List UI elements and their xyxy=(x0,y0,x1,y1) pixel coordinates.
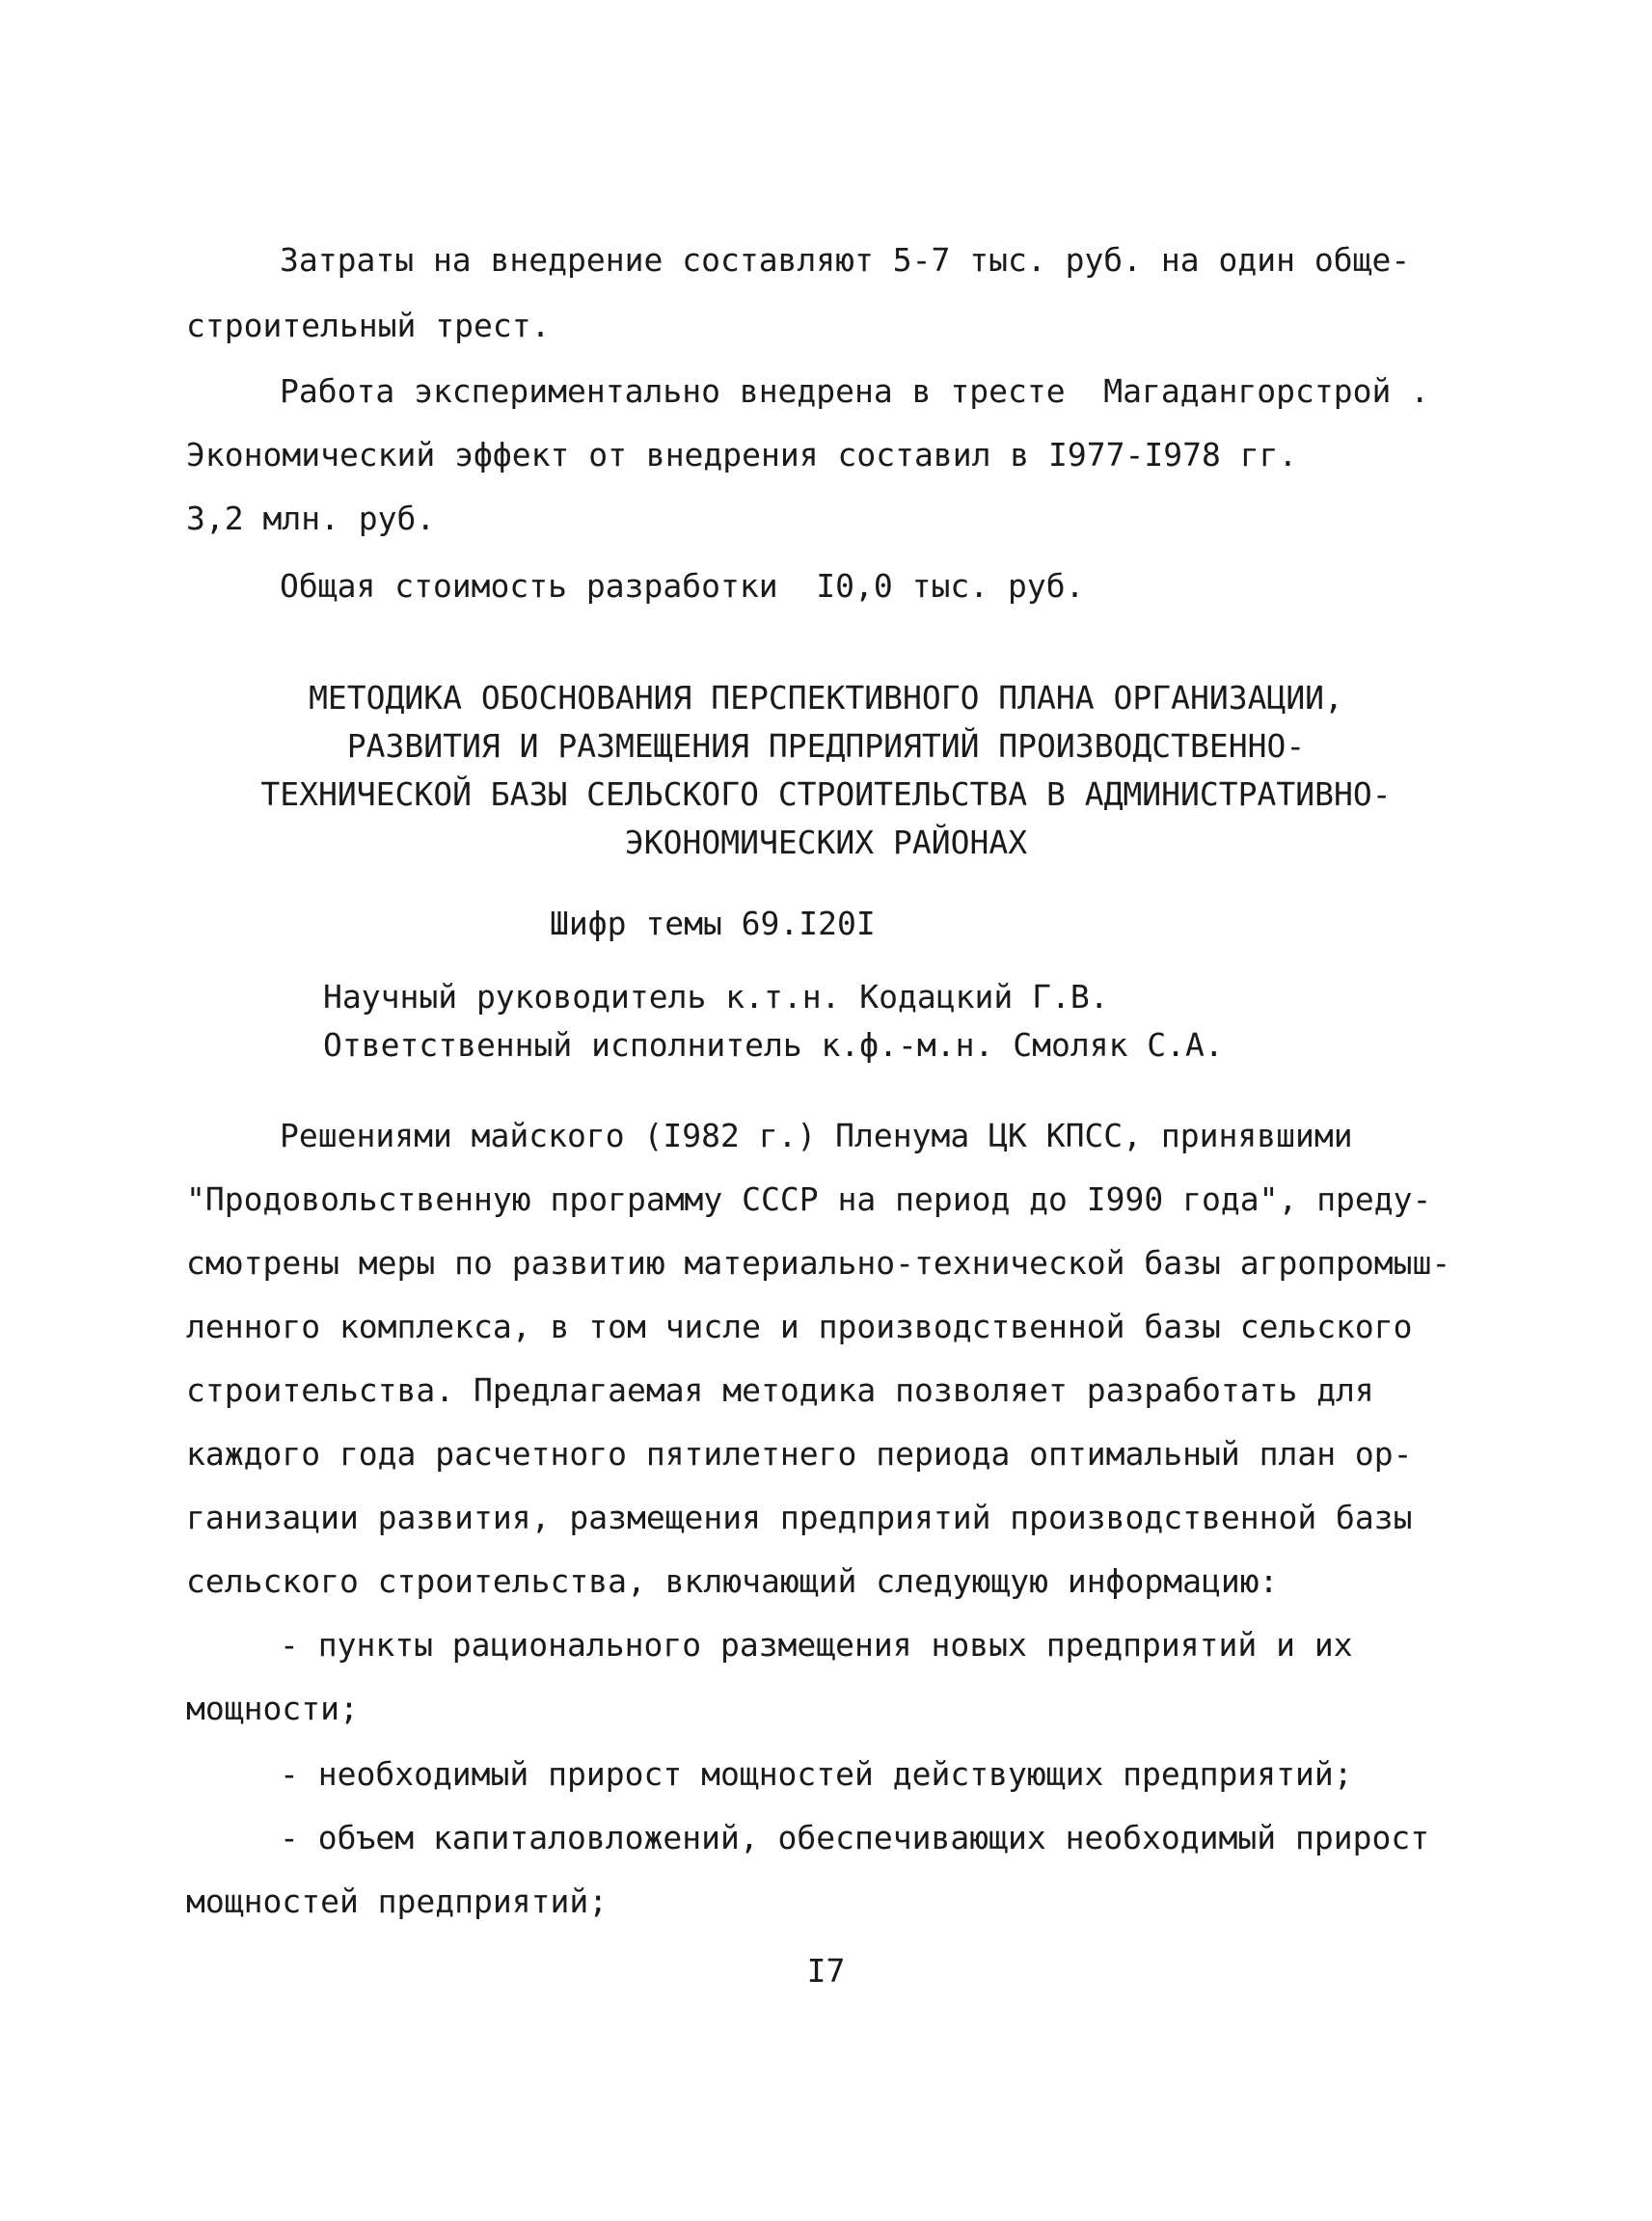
cost-line: Общая стоимость разработки I0,0 тыс. руб. xyxy=(280,567,1085,605)
body-line7: ганизации развития, размещения предприятий производственной базы xyxy=(186,1499,1413,1536)
heading-line1: МЕТОДИКА ОБОСНОВАНИЯ ПЕРСПЕКТИВНОГО ПЛАНА ОРГАНИЗАЦИИ, xyxy=(309,679,1343,717)
body-line8: сельского строительства, включающий следующую информацию: xyxy=(186,1562,1279,1600)
body-line2: "Продовольственную программу СССР на период до I990 года", преду- xyxy=(186,1180,1432,1218)
body-line6: каждого года расчетного пятилетнего периода оптимальный план ор- xyxy=(186,1435,1413,1473)
item1-line2: мощности; xyxy=(186,1690,359,1727)
item1-line1: - пункты рационального размещения новых предприятий и их xyxy=(280,1626,1353,1664)
para1-line2: строительный трест. xyxy=(186,307,551,344)
para2-line3: 3,2 млн. руб. xyxy=(186,500,436,537)
para2-line1: Работа экспериментально внедрена в тресте Магадангорстрой . xyxy=(280,372,1430,410)
item2-line: - необходимый прирост мощностей действующих предприятий; xyxy=(280,1755,1353,1793)
heading-line2: РАЗВИТИЯ И РАЗМЕЩЕНИЯ ПРЕДПРИЯТИЙ ПРОИЗВОДСТВЕННО- xyxy=(346,727,1306,765)
item3-line2: мощностей предприятий; xyxy=(186,1882,609,1920)
para2-line2: Экономический эффект от внедрения составил в I977-I978 гг. xyxy=(186,436,1298,474)
page-number: I7 xyxy=(806,1952,846,1990)
item3-line1: - объем капиталовложений, обеспечивающих необходимый прирост xyxy=(280,1819,1430,1856)
cipher-line: Шифр темы 69.I20I xyxy=(550,905,876,942)
heading-line3: ТЕХНИЧЕСКОЙ БАЗЫ СЕЛЬСКОГО СТРОИТЕЛЬСТВА В АДМИНИСТРАТИВНО- xyxy=(260,775,1392,813)
body-line5: строительства. Предлагаемая методика позволяет разработать для xyxy=(186,1371,1374,1409)
body-line4: ленного комплекса, в том числе и производственной базы сельского xyxy=(186,1308,1413,1345)
body-line1: Решениями майского (I982 г.) Пленума ЦК КПСС, принявшими xyxy=(280,1117,1353,1154)
body-line3: смотрены меры по развитию материально-технической базы агропромыш- xyxy=(186,1244,1451,1282)
supervisor-line: Научный руководитель к.т.н. Кодацкий Г.В. xyxy=(323,978,1109,1016)
executor-line: Ответственный исполнитель к.ф.-м.н. Смоляк С.А. xyxy=(323,1026,1224,1064)
heading-line4: ЭКОНОМИЧЕСКИХ РАЙОНАХ xyxy=(624,824,1028,861)
para1-line1: Затраты на внедрение составляют 5-7 тыс. руб. на один обще- xyxy=(280,241,1411,279)
